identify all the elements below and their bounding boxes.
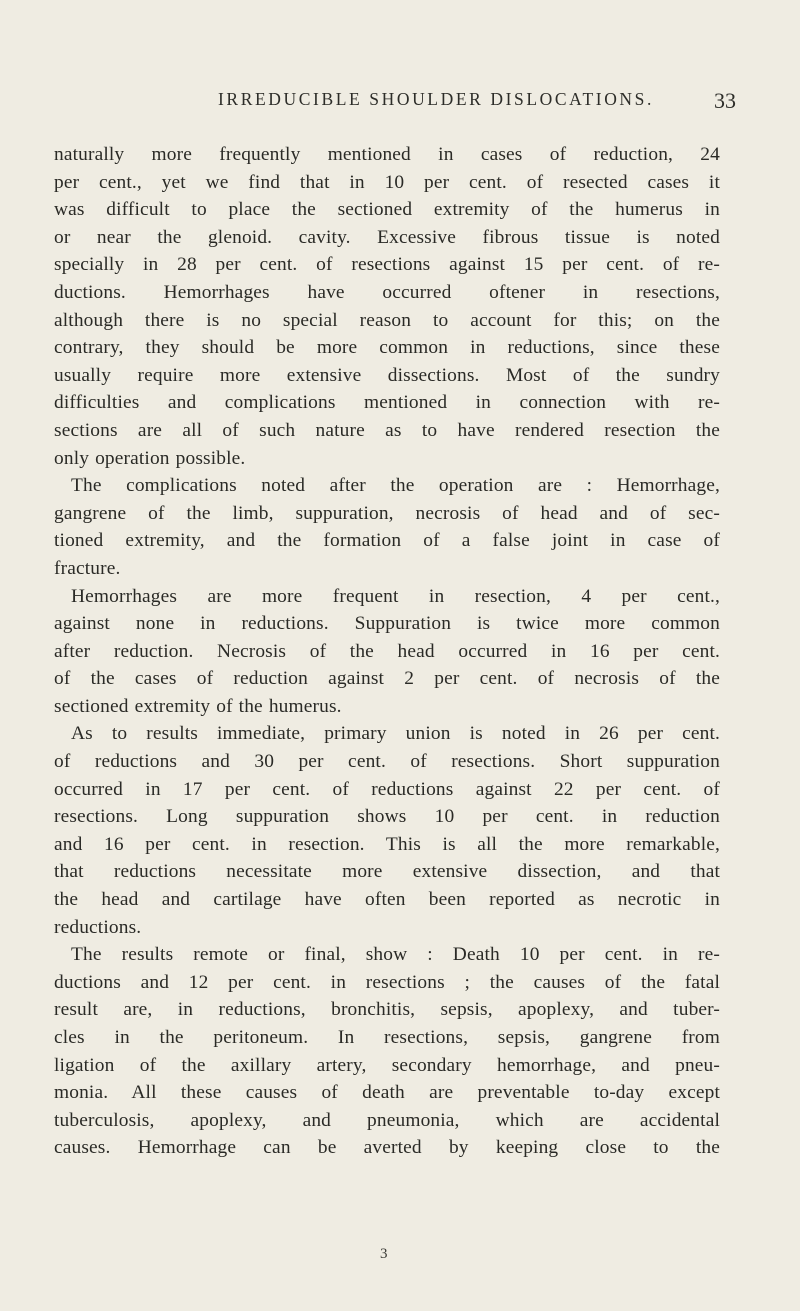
text-line: only operation possible. bbox=[54, 447, 246, 469]
page-number: 33 bbox=[714, 88, 736, 113]
signature-mark: 3 bbox=[380, 1246, 388, 1262]
text-line: tioned extremity, and the formation of a false joint in case of bbox=[54, 530, 720, 552]
text-line: usually require more extensive dissections. Most of the sundry bbox=[54, 364, 720, 386]
text-line: cles in the peritoneum. In resections, sepsis, gangrene from bbox=[54, 1027, 720, 1048]
text-line: of the cases of reduction against 2 per cent. of necrosis of the bbox=[54, 668, 720, 690]
text-line: specially in 28 per cent. of resections against 15 per cent. of re- bbox=[54, 254, 720, 276]
running-head: IRREDUCIBLE SHOULDER DISLOCATIONS. bbox=[218, 89, 654, 109]
page-header bbox=[0, 89, 800, 117]
text-line: or near the glenoid. cavity. Excessive fibrous tissue is noted bbox=[54, 226, 720, 248]
text-line: against none in reductions. Suppuration is twice more common bbox=[54, 613, 720, 635]
text-line: the head and cartilage have often been reported as necrotic in bbox=[54, 889, 720, 911]
text-line: occurred in 17 per cent. of reductions against 22 per cent. of bbox=[54, 778, 720, 800]
text-line: contrary, they should be more common in reductions, since these bbox=[54, 337, 720, 359]
text-line: naturally more frequently mentioned in cases of reduction, 24 bbox=[54, 144, 720, 165]
text-line: per cent., yet we find that in 10 per cent. of resected cases it bbox=[54, 171, 720, 193]
body-text bbox=[54, 141, 720, 1162]
text-line: and 16 per cent. in resection. This is all the more remarkable, bbox=[54, 833, 720, 855]
text-line: As to results immediate, primary union is noted in 26 per cent. bbox=[71, 723, 720, 745]
text-line: fracture. bbox=[54, 557, 121, 579]
text-line: was difficult to place the sectioned extremity of the humerus in bbox=[54, 199, 720, 221]
text-line: difficulties and complications mentioned in connection with re- bbox=[54, 392, 720, 414]
text-line: monia. All these causes of death are preventable to-day except bbox=[54, 1082, 720, 1104]
text-line: sections are all of such nature as to have rendered resection the bbox=[54, 419, 720, 441]
text-line: The results remote or final, show : Death 10 per cent. in re- bbox=[71, 944, 720, 966]
text-line: Hemorrhages are more frequent in resection, 4 per cent., bbox=[71, 585, 720, 607]
text-line: result are, in reductions, bronchitis, sepsis, apoplexy, and tuber- bbox=[54, 999, 720, 1021]
text-line: The complications noted after the operation are : Hemorrhage, bbox=[71, 475, 720, 497]
text-line: resections. Long suppuration shows 10 per cent. in reduction bbox=[54, 806, 720, 828]
text-line: gangrene of the limb, suppuration, necrosis of head and of sec- bbox=[54, 502, 720, 524]
text-line: tuberculosis, apoplexy, and pneumonia, which are accidental bbox=[54, 1109, 720, 1131]
text-line: that reductions necessitate more extensive dissection, and that bbox=[54, 861, 720, 883]
text-line: sectioned extremity of the humerus. bbox=[54, 695, 342, 717]
text-line: reductions. bbox=[54, 916, 142, 938]
text-line: after reduction. Necrosis of the head occurred in 16 per cent. bbox=[54, 640, 720, 662]
text-line: ductions. Hemorrhages have occurred oftener in resections, bbox=[54, 281, 720, 303]
text-line: although there is no special reason to account for this; on the bbox=[54, 309, 720, 331]
text-line: ductions and 12 per cent. in resections ; the causes of the fatal bbox=[54, 971, 720, 993]
text-line: ligation of the axillary artery, secondary hemorrhage, and pneu- bbox=[54, 1054, 720, 1076]
text-line: causes. Hemorrhage can be averted by keeping close to the bbox=[54, 1137, 720, 1159]
text-line: of reductions and 30 per cent. of resections. Short suppuration bbox=[54, 751, 720, 773]
